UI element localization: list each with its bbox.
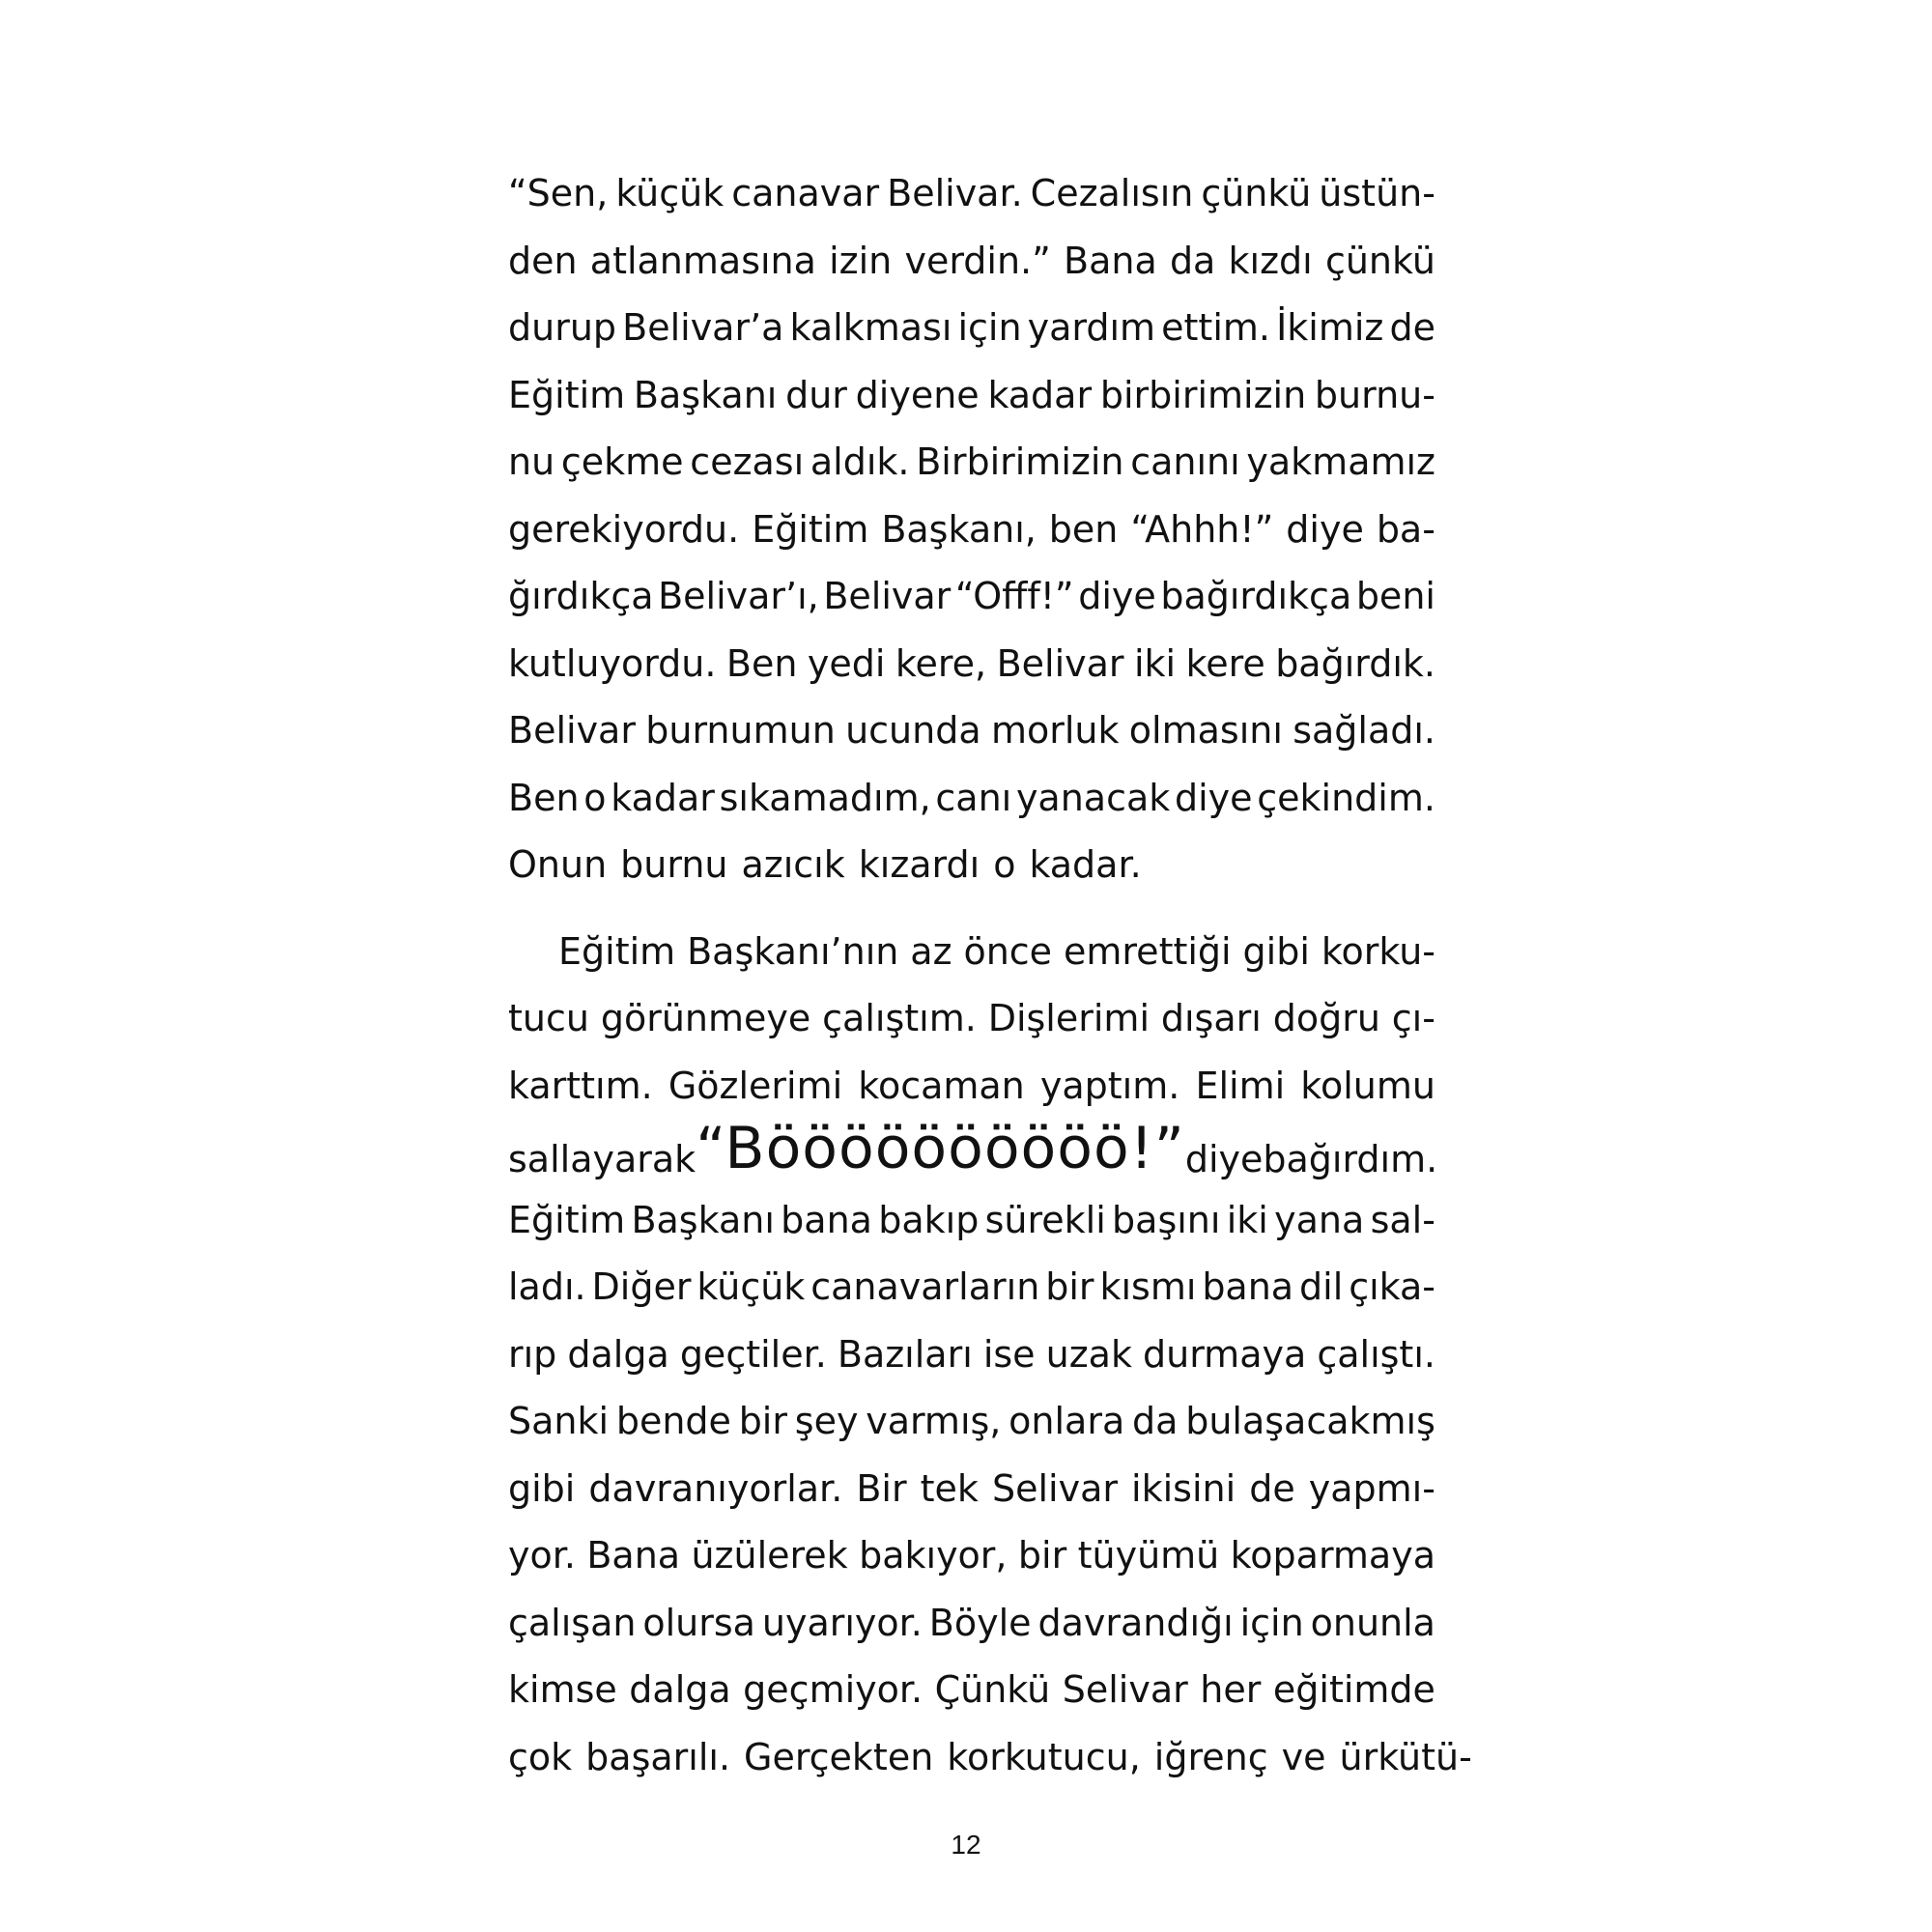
word: bir xyxy=(1045,1265,1094,1308)
word: küçük xyxy=(615,172,724,214)
word: bağırdıkça xyxy=(1160,575,1352,617)
text-line xyxy=(508,1254,1435,1321)
word: İkimiz xyxy=(1276,306,1384,349)
word: birbirimizin xyxy=(1099,373,1307,416)
word: korku- xyxy=(1321,929,1435,973)
word: cezası xyxy=(690,440,805,483)
word: bana xyxy=(1202,1265,1294,1308)
word: Belivar. xyxy=(887,172,1023,214)
word: o xyxy=(993,843,1016,886)
word: Onun xyxy=(508,843,608,886)
word: den xyxy=(508,239,578,282)
word: izin xyxy=(829,239,893,282)
word: yor. xyxy=(508,1534,576,1577)
word: “Sen, xyxy=(508,172,609,214)
text-line xyxy=(508,765,1435,833)
text-line xyxy=(508,429,1435,497)
word: bakıyor, xyxy=(859,1534,1008,1577)
word: Bir xyxy=(856,1466,907,1510)
word: tek xyxy=(920,1466,979,1510)
word: Başkanı xyxy=(633,373,778,416)
word: bana xyxy=(781,1198,872,1241)
text-line xyxy=(508,1724,1472,1792)
word: Bana xyxy=(586,1534,681,1577)
word: beni xyxy=(1355,575,1435,617)
word: emrettiği xyxy=(1064,929,1232,973)
word: kızardı xyxy=(858,843,980,886)
word: de xyxy=(1249,1466,1295,1510)
word: bir xyxy=(738,1400,787,1442)
word: kutluyordu. xyxy=(508,641,717,685)
text-line xyxy=(508,832,1435,899)
text-line xyxy=(508,697,1435,765)
word: rıp xyxy=(508,1332,557,1376)
body-text xyxy=(508,160,1472,1791)
word: Çünkü xyxy=(934,1668,1051,1711)
word: kızdı xyxy=(1228,239,1313,282)
word: uzak xyxy=(1045,1332,1132,1376)
word: korkutucu, xyxy=(947,1735,1141,1778)
word: Ben xyxy=(725,641,798,685)
word: Cezalısın xyxy=(1030,172,1194,214)
word: yana xyxy=(1274,1198,1365,1241)
word: için xyxy=(1239,1601,1304,1644)
paragraph xyxy=(508,160,1435,899)
word: Bazıları xyxy=(837,1332,973,1376)
text-line xyxy=(508,1321,1435,1389)
word: ba- xyxy=(1376,507,1435,551)
word: bende xyxy=(615,1400,731,1442)
word: başını xyxy=(1112,1198,1221,1241)
word: Eğitim xyxy=(508,1198,626,1241)
word: dışarı xyxy=(1160,997,1262,1039)
word: yardım xyxy=(1027,306,1156,349)
word: her xyxy=(1200,1668,1262,1711)
word: Başkanı’nın xyxy=(687,929,899,973)
word: yedi xyxy=(807,641,886,685)
word: ve xyxy=(1281,1735,1326,1778)
text-line xyxy=(508,563,1435,631)
word: kısmı xyxy=(1099,1265,1197,1308)
word: Birbirimizin xyxy=(916,440,1124,483)
word: Böyle xyxy=(928,1601,1032,1644)
word: da xyxy=(1169,239,1216,282)
word: sal- xyxy=(1370,1198,1435,1241)
word: kadar xyxy=(611,776,715,819)
word: onlara xyxy=(1009,1400,1125,1442)
word: ben xyxy=(1048,507,1119,551)
word: yapmı- xyxy=(1308,1466,1435,1510)
word: ise xyxy=(982,1332,1036,1376)
word: şey xyxy=(794,1400,859,1442)
word: çekme xyxy=(560,440,684,483)
word: davranıyorlar. xyxy=(588,1466,843,1510)
word: Belivar xyxy=(508,709,636,752)
word: gerekiyordu. xyxy=(508,507,740,551)
word: Gözlerimi xyxy=(668,1064,843,1107)
word: Dişlerimi xyxy=(987,997,1150,1039)
text-line xyxy=(508,1187,1435,1255)
word: yanacak xyxy=(1015,776,1171,819)
word: diye xyxy=(1286,507,1364,551)
word: canavarların xyxy=(810,1265,1040,1308)
paragraph-gap xyxy=(508,899,1435,919)
word: Belivar’a xyxy=(622,306,784,349)
word: durmaya xyxy=(1143,1332,1307,1376)
word: sağladı. xyxy=(1293,709,1435,752)
text-line xyxy=(508,1456,1435,1523)
word: kadar xyxy=(987,373,1093,416)
word: çalışan xyxy=(508,1601,637,1644)
text-line xyxy=(508,160,1435,228)
word: yaptım. xyxy=(1039,1064,1180,1107)
word: iki xyxy=(1133,641,1177,685)
text-line xyxy=(508,228,1435,296)
word: Elimi xyxy=(1195,1064,1286,1107)
word: bir xyxy=(1017,1534,1067,1577)
word: iki xyxy=(1226,1198,1268,1241)
word: doğru xyxy=(1272,997,1380,1039)
text-line xyxy=(508,1388,1435,1456)
word: üstün- xyxy=(1319,172,1435,214)
text-line xyxy=(508,497,1435,564)
word: gibi xyxy=(1242,929,1310,973)
word: ucunda xyxy=(845,709,981,752)
word: verdin.” xyxy=(904,239,1051,282)
word: Ben xyxy=(508,776,580,819)
word: diyene xyxy=(855,373,980,416)
text-line xyxy=(508,1053,1435,1121)
word: canını xyxy=(1130,440,1240,483)
word: yakmamız xyxy=(1246,440,1435,483)
word: az xyxy=(910,929,952,973)
word: geçmiyor. xyxy=(743,1668,923,1711)
text-line xyxy=(508,362,1435,430)
word: için xyxy=(957,306,1022,349)
word: azıcık xyxy=(741,843,845,886)
word: diye xyxy=(1078,575,1156,617)
word: burnu- xyxy=(1314,373,1435,416)
word: Sanki xyxy=(508,1400,610,1442)
word: ikisini xyxy=(1131,1466,1236,1510)
word: kere xyxy=(1185,641,1265,685)
page-number: 12 xyxy=(951,1830,981,1860)
word: Belivar xyxy=(996,641,1124,685)
word: karttım. xyxy=(508,1064,653,1107)
word: Selivar xyxy=(1062,1668,1188,1711)
word: kadar. xyxy=(1029,843,1142,886)
word: bulaşacakmış xyxy=(1185,1400,1435,1442)
word: ürkütü- xyxy=(1339,1735,1472,1778)
word: aldık. xyxy=(810,440,910,483)
text-line xyxy=(508,1522,1435,1590)
word: Belivar’ı, xyxy=(658,575,819,617)
text-line xyxy=(508,985,1435,1053)
word: dur xyxy=(785,373,847,416)
text-line xyxy=(508,295,1435,362)
word: çalıştım. xyxy=(822,997,977,1039)
word: nu xyxy=(508,440,555,483)
word: Eğitim xyxy=(508,373,626,416)
word: görünmeye xyxy=(600,997,811,1039)
word: morluk xyxy=(990,709,1120,752)
word: Belivar xyxy=(823,575,952,617)
word: çok xyxy=(508,1735,573,1778)
word: dalga xyxy=(629,1668,731,1711)
word: bağırdık. xyxy=(1275,641,1435,685)
word: diye xyxy=(1184,1138,1264,1180)
word: dil xyxy=(1299,1265,1344,1308)
word: Eğitim xyxy=(752,507,869,551)
word: Gerçekten xyxy=(744,1735,934,1778)
word: kocaman xyxy=(858,1064,1025,1107)
word: sallayarak xyxy=(508,1138,696,1180)
word: çalıştı. xyxy=(1317,1332,1435,1376)
word: sıkamadım, xyxy=(719,776,931,819)
word: bakıp xyxy=(878,1198,980,1241)
word: diye xyxy=(1175,776,1253,819)
word: kalkması xyxy=(789,306,952,349)
word: tucu xyxy=(508,997,589,1039)
word: çıka- xyxy=(1349,1265,1435,1308)
word: ğırdıkça xyxy=(508,575,654,617)
word: küçük xyxy=(696,1265,806,1308)
word: uyarıyor. xyxy=(761,1601,923,1644)
word: “Offf!” xyxy=(954,575,1074,617)
word: canı xyxy=(935,776,1012,819)
word: çünkü xyxy=(1324,239,1435,282)
word: iğrenç xyxy=(1153,1735,1268,1778)
text-line xyxy=(508,631,1435,698)
word: eğitimde xyxy=(1272,1668,1435,1711)
word: çünkü xyxy=(1201,172,1312,214)
word: çı- xyxy=(1391,997,1435,1039)
paragraph xyxy=(508,919,1472,1792)
word: koparmaya xyxy=(1230,1534,1435,1577)
word: olursa xyxy=(642,1601,755,1644)
word: onunla xyxy=(1310,1601,1435,1644)
word: başarılı. xyxy=(585,1735,731,1778)
word: bağırdım. xyxy=(1263,1138,1438,1180)
emphasized-shout: “Böööööööööö!” xyxy=(696,1115,1185,1182)
word: kolumu xyxy=(1300,1064,1435,1107)
word: olmasını xyxy=(1128,709,1283,752)
word: Selivar xyxy=(991,1466,1118,1510)
word: burnu xyxy=(620,843,728,886)
word: varmış, xyxy=(866,1400,1002,1442)
word: atlanmasına xyxy=(589,239,816,282)
word: Başkanı xyxy=(631,1198,775,1241)
text-line xyxy=(508,1657,1435,1724)
word: geçtiler. xyxy=(679,1332,827,1376)
word: Başkanı, xyxy=(881,507,1037,551)
word: dalga xyxy=(567,1332,669,1376)
word: davrandığı xyxy=(1037,1601,1234,1644)
word: da xyxy=(1132,1400,1179,1442)
word: çekindim. xyxy=(1257,776,1435,819)
word: o xyxy=(583,776,607,819)
word: “Ahhh!” xyxy=(1130,507,1274,551)
word: ladı. xyxy=(508,1265,586,1308)
word: Bana xyxy=(1064,239,1157,282)
word: canavar xyxy=(731,172,880,214)
word: Diğer xyxy=(591,1265,692,1308)
word: Eğitim xyxy=(558,929,676,973)
text-line xyxy=(508,1115,1438,1187)
word: de xyxy=(1389,306,1435,349)
word: üzülerek xyxy=(691,1534,848,1577)
word: ettim. xyxy=(1161,306,1270,349)
word: kere, xyxy=(895,641,987,685)
word: sürekli xyxy=(984,1198,1106,1241)
word: durup xyxy=(508,306,617,349)
word: gibi xyxy=(508,1466,576,1510)
word: tüyümü xyxy=(1077,1534,1220,1577)
text-line xyxy=(508,919,1435,986)
word: kimse xyxy=(508,1668,617,1711)
word: burnumun xyxy=(645,709,836,752)
word: önce xyxy=(963,929,1053,973)
text-line xyxy=(508,1590,1435,1658)
